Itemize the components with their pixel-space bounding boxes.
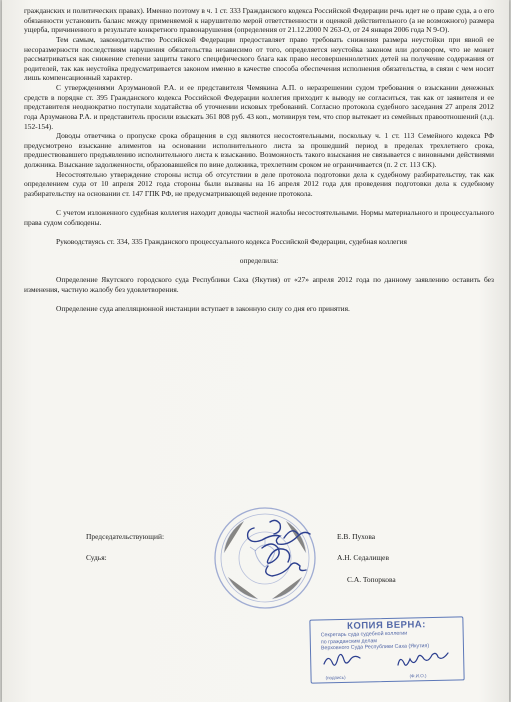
paragraph-effect: Определение суда апелляционной инстанции вступает в законную силу со дня его принятия. [56,304,350,314]
copy-stamp-line-1: Секретарь суда судебной коллегии [320,630,408,639]
presiding-label: Председательствующий: [86,532,165,541]
paragraph-claims: С утверждениями Арзумановой Р.А. и ее представителя Чемякина А.П. о неразрешении судом требования о взыскании денежных средств в порядке ст. 395 Гражданского кодекса Российской Федерации коллегия приходит к выводу не согласиться, так как от заявителя и ее представителя неоднократно поступали ходатайства об уточнении исковых требований. Согласно протокола судебного заседания 27 апреля 2012 года Арзуманова Р.А. и представитель просили взыскать 361 808 руб. 43 коп., мотивируя тем, что спор вытекает из семейных правоотношений (л.д. 152-154). [24,83,494,131]
decision-heading: определила: [239,256,279,266]
paragraph-continuation: гражданских и политических правах). Именно поэтому в ч. 1 ст. 333 Гражданского кодекса Российской Федерации речь идет не о праве суда, а о его обязанности установить баланс между применяемой к нарушителю мерой ответственности и оценкой действительного (а не возможного) размера ущерба, причиненного в результате конкретного правонарушения (определения от 21.12.2000 N 263-О, от 24 января 2006 года N 9-О). [24,6,494,35]
paragraph-limitation: Доводы ответчика о пропуске срока обращения в суд являются несостоятельными, поскольку ч. 1 ст. 113 Семейного кодекса РФ предусмотрено взыскание алиментов на основании исполнительного листа за прошедший период в пределах трехлетнего срока, предшествовавшего предъявлению исполнительного листа к взысканию. Возможность такого взыскания не связывается с виновными действиями должника. Взыскание задолженности, образовавшейся по вине должника, трехлетним сроком не ограничивается (п. 2 ст. 113 СК). [24,131,494,169]
paragraph-guided-by: Руководствуясь ст. 334, 335 Гражданского процессуального кодекса Российской Федерации, судебная коллегия [56,236,407,246]
copy-stamp-name-label: (Ф.И.О.) [409,673,427,679]
copy-stamp-sign-label: (подпись) [325,674,346,681]
presiding-name: Е.В. Пухова [337,532,376,541]
paragraph-ruling: Определение Якутского городского суда Республики Саха (Якутия) от «27» апреля 2012 года по данному заявлению оставить без изменения, частную жалобу без удовлетворения. [24,275,494,294]
secretary-signature-icon [320,650,370,672]
judge-signatures-icon [240,508,320,588]
paragraph-conclusion: С учетом изложенного судебная коллегия находит доводы частной жалобы несостоятельными. Нормы материального и процессуального права судом соблюдены. [24,208,494,227]
judge-name-2: С.А. Топоркова [347,575,396,584]
judges-label: Судья: [86,553,107,562]
document-page [2,0,509,702]
document-body [24,6,494,314]
judge-name-1: А.Н. Седалищев [337,553,389,562]
secretary-name-handwritten-icon [394,649,454,671]
copy-stamp-line-2: по гражданским делам [320,637,378,645]
paragraph-penalty-reduction: Тем самым, законодательство Российской Федерации предоставляет право требовать снижения размера неустойки при явной ее несоразмерности последствиям нарушения обязательства независимо от того, определяется неустойка законом или договором, что не может рассматриваться как снижение степени защиты такого специфического блага как право несовершеннолетних детей на получение содержания от родителей, так как неустойка предусматривается законом именно в качестве способа обеспечения исполнения обязательства, в связи с чем носит лишь компенсационный характер. [24,34,494,83]
copy-stamp-line-3: Верховного Суда Республики Саха (Якутия) [320,643,430,652]
copy-stamp-title: КОПИЯ ВЕРНА: [347,619,426,632]
paragraph-protocol: Несостоятельно утверждение стороны истца об отсутствии в деле протокола подготовки дела к судебному разбирательству, так как определением суда от 10 апреля 2012 года стороны были вызваны на 16 апреля 2012 года для проведения подготовки дела к судебному разбирательству на основании ст. 147 ГПК РФ, не предусматривающей ведение протокола. [24,169,494,198]
